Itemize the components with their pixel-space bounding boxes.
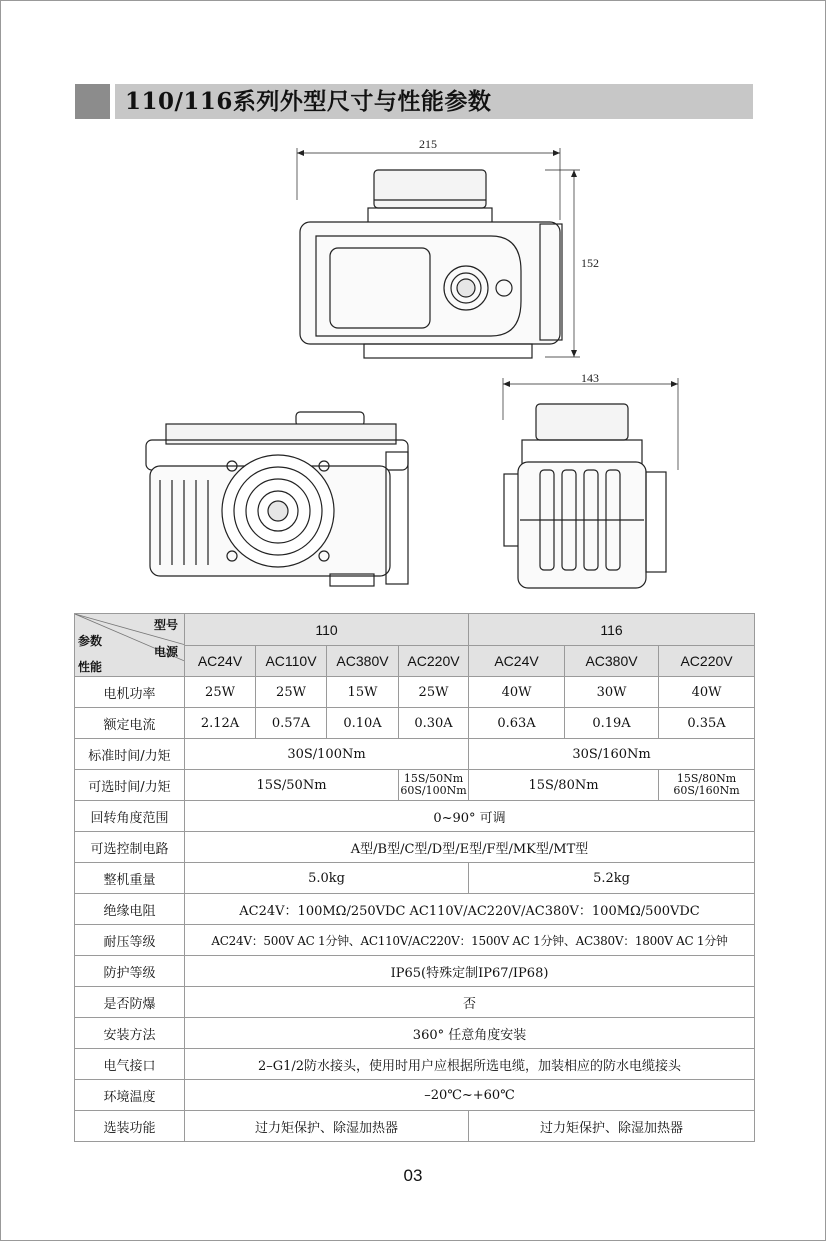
voltage-110-ac24: AC24V [185, 646, 256, 677]
table-row [75, 1080, 755, 1111]
page-number: 03 [403, 1166, 423, 1185]
table-row [75, 863, 755, 894]
table-row [75, 1018, 755, 1049]
table-cell: 30W [565, 677, 659, 708]
corner-model-label: 型号 [153, 618, 178, 632]
table-cell: 0.35A [659, 708, 755, 739]
row-label-opt-time: 可选时间/力矩 [75, 770, 185, 801]
corner-param-label: 参数 [78, 634, 103, 648]
table-cell: 0.63A [469, 708, 565, 739]
table-row [75, 1111, 755, 1142]
row-label-insulation: 绝缘电阻 [75, 894, 185, 925]
row-label-mounting: 安装方法 [75, 1018, 185, 1049]
table-cell: 5.0kg [185, 863, 469, 894]
dimension-drawings [0, 130, 826, 600]
table-cell: 25W [185, 677, 256, 708]
table-cell: 15S/50Nm [185, 770, 399, 801]
spec-table [74, 613, 755, 1142]
row-label-control: 可选控制电路 [75, 832, 185, 863]
voltage-116-ac24: AC24V [469, 646, 565, 677]
table-cell: –20℃~+60℃ [185, 1080, 755, 1111]
top-view-drawing [297, 148, 580, 358]
opt-time-116-b: 60S/160Nm [673, 784, 740, 797]
page-title: 110/116系列外型尺寸与性能参数 [125, 88, 492, 115]
table-row [75, 987, 755, 1018]
row-label-protection: 防护等级 [75, 956, 185, 987]
side-view-drawing [146, 412, 408, 586]
model-110-header: 110 [185, 614, 469, 646]
table-cell [399, 770, 469, 801]
row-label-motor-power: 电机功率 [75, 677, 185, 708]
table-row [75, 801, 755, 832]
table-cell: 5.2kg [469, 863, 755, 894]
row-label-temperature: 环境温度 [75, 1080, 185, 1111]
voltage-110-ac220: AC220V [399, 646, 469, 677]
table-cell: 25W [256, 677, 327, 708]
table-corner-cell [75, 614, 185, 677]
table-row [75, 956, 755, 987]
table-cell: 过力矩保护、除湿加热器 [469, 1111, 755, 1142]
table-cell: 过力矩保护、除湿加热器 [185, 1111, 469, 1142]
row-label-std-time: 标准时间/力矩 [75, 739, 185, 770]
opt-time-110-a: 15S/50Nm [403, 772, 464, 785]
table-cell: 25W [399, 677, 469, 708]
voltage-110-ac110: AC110V [256, 646, 327, 677]
voltage-110-ac380: AC380V [327, 646, 399, 677]
table-row [75, 677, 755, 708]
table-row [75, 770, 755, 801]
dimension-width: 215 [419, 137, 437, 151]
opt-time-116-a: 15S/80Nm [676, 772, 737, 785]
voltage-116-ac380: AC380V [565, 646, 659, 677]
dimension-depth: 143 [581, 371, 599, 385]
table-row [75, 832, 755, 863]
dimension-height: 152 [581, 256, 599, 270]
table-row [75, 894, 755, 925]
row-label-electric: 电气接口 [75, 1049, 185, 1080]
title-marker [75, 84, 110, 119]
table-row [75, 925, 755, 956]
table-row [75, 1049, 755, 1080]
opt-time-110-b: 60S/100Nm [400, 784, 467, 797]
table-cell: A型/B型/C型/D型/E型/F型/MK型/MT型 [185, 832, 755, 863]
table-cell: 30S/100Nm [185, 739, 469, 770]
table-cell: 否 [185, 987, 755, 1018]
row-label-optional: 选装功能 [75, 1111, 185, 1142]
row-label-withstand: 耐压等级 [75, 925, 185, 956]
table-cell: 15W [327, 677, 399, 708]
table-cell [659, 770, 755, 801]
end-view-drawing [503, 378, 678, 588]
table-cell: AC24V：500V AC 1分钟、AC110V/AC220V：1500V AC 1分钟、AC380V：1800V AC 1分钟 [185, 925, 755, 956]
table-cell: AC24V：100MΩ/250VDC AC110V/AC220V/AC380V：100MΩ/500VDC [185, 894, 755, 925]
table-cell: 0.57A [256, 708, 327, 739]
table-row [75, 708, 755, 739]
model-116-header: 116 [469, 614, 755, 646]
table-header-models [75, 614, 755, 646]
table-cell: 360° 任意角度安装 [185, 1018, 755, 1049]
corner-power-label: 电源 [153, 645, 178, 659]
table-cell: IP65(特殊定制IP67/IP68) [185, 956, 755, 987]
row-label-explosion: 是否防爆 [75, 987, 185, 1018]
table-cell: 2–G1/2防水接头，使用时用户应根据所选电缆，加装相应的防水电缆接头 [185, 1049, 755, 1080]
table-cell: 0.30A [399, 708, 469, 739]
table-cell: 40W [659, 677, 755, 708]
table-row [75, 739, 755, 770]
table-cell: 0~90° 可调 [185, 801, 755, 832]
table-cell: 40W [469, 677, 565, 708]
table-cell: 30S/160Nm [469, 739, 755, 770]
row-label-weight: 整机重量 [75, 863, 185, 894]
table-cell: 0.10A [327, 708, 399, 739]
voltage-116-ac220: AC220V [659, 646, 755, 677]
row-label-angle: 回转角度范围 [75, 801, 185, 832]
table-cell: 15S/80Nm [469, 770, 659, 801]
corner-perf-label: 性能 [78, 660, 103, 674]
table-cell: 2.12A [185, 708, 256, 739]
table-cell: 0.19A [565, 708, 659, 739]
row-label-rated-current: 额定电流 [75, 708, 185, 739]
